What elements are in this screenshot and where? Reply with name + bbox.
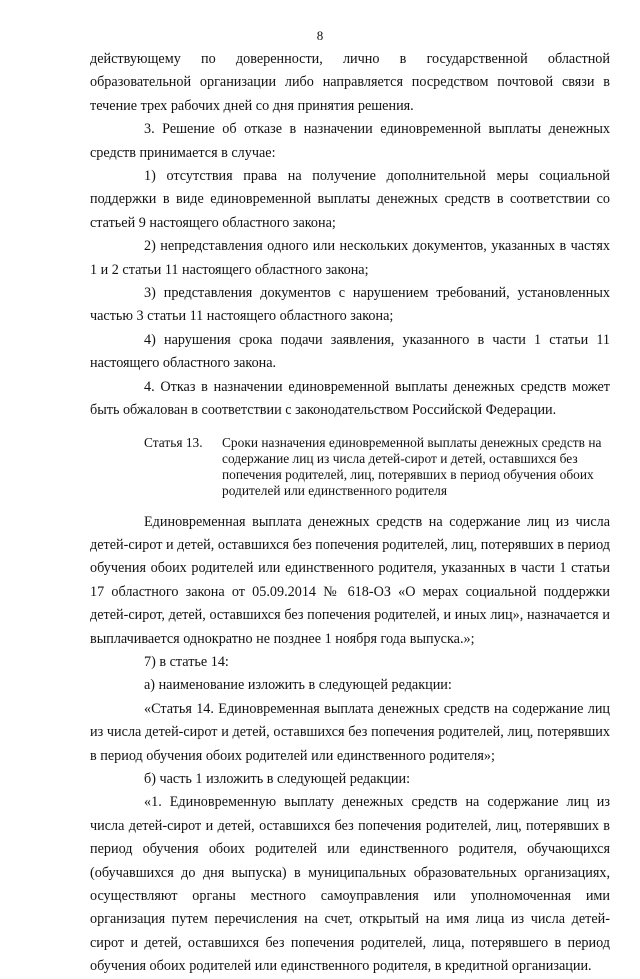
paragraph-item-2: 2) непредставления одного или нескольких документов, указанных в частях 1 и 2 статьи 11 настоящего областного закона;	[90, 238, 610, 278]
paragraph-new-part-1: «1. Единовременную выплату денежных средств на содержание лиц из числа детей-сирот и детей, оставшихся без попечения родителей, лиц, потерявших в период обучения обоих родителей или единственного родителя, обучающихся (обучавшихся до дня выпуска) в муниципальных образовательных организациях, осуществляют органы местного самоуправления или уполномоченная ими организация путем перечисления на счет, открытый на имя лица из числа детей-сирот и детей, оставшихся без попечения родителей, лица, потерявшего в период обучения обоих родителей или единственного родителя, в кредитной организации.	[90, 794, 610, 975]
paragraph-continuation: действующему по доверенности, лично в государственной областной образовательной организации либо направляется посредством почтовой связи в течение трех рабочих дней со дня принятия решения.	[90, 51, 610, 114]
article-title: Сроки назначения единовременной выплаты денежных средств на содержание лиц из числа детей-сирот и детей, оставшихся без попечения родителей, лиц, потерявших в период обучения обоих родителей или единственного родителя	[222, 434, 602, 498]
paragraph-item-4: 4) нарушения срока подачи заявления, указанного в части 1 статьи 11 настоящего областного закона.	[90, 331, 610, 372]
paragraph-appeal: 4. Отказ в назначении единовременной выплаты денежных средств может быть обжалован в соответствии с законодательством Российской Федерации.	[90, 378, 610, 419]
paragraph-amend-part-1: б) часть 1 изложить в следующей редакции:	[144, 770, 411, 787]
paragraph-item-1: 1) отсутствия права на получение дополнительной меры социальной поддержки в виде единовременной выплаты денежных средств в соответствии со статьей 9 настоящего областного закона;	[90, 168, 610, 231]
paragraph-amend-article-14: 7) в статье 14:	[144, 653, 229, 670]
paragraph-new-title: «Статья 14. Единовременная выплата денежных средств на содержание лиц из числа детей-сирот и детей, оставшихся без попечения родителей, лиц, потерявших в период обучения обоих родителей или единственного родителя»;	[90, 700, 610, 764]
page-number: 8	[316, 28, 324, 43]
paragraph-item-3: 3) представления документов с нарушением требований, установленных частью 3 статьи 11 настоящего областного закона;	[90, 285, 610, 325]
article-heading	[90, 435, 610, 499]
article-label: Статья 13.	[144, 434, 203, 450]
paragraph-payment-terms: Единовременная выплата денежных средств на содержание лиц из числа детей-сирот и детей, оставшихся без попечения родителей, лиц, потерявших в период обучения обоих родителей или единственного родителя, указанных в части 1 статьи 17 областного закона от 05.09.2014 № 618-ОЗ «О мерах социальной поддержки детей-сирот, детей, оставшихся без попечения родителей, и иных лиц», назначается и выплачивается однократно не позднее 1 ноября года выпуска.»;	[90, 513, 610, 647]
paragraph-amend-title: а) наименование изложить в следующей редакции:	[144, 677, 452, 694]
document-body	[90, 48, 610, 979]
paragraph-refusal-decision: 3. Решение об отказе в назначении единовременной выплаты денежных средств принимается в случае:	[90, 121, 610, 161]
